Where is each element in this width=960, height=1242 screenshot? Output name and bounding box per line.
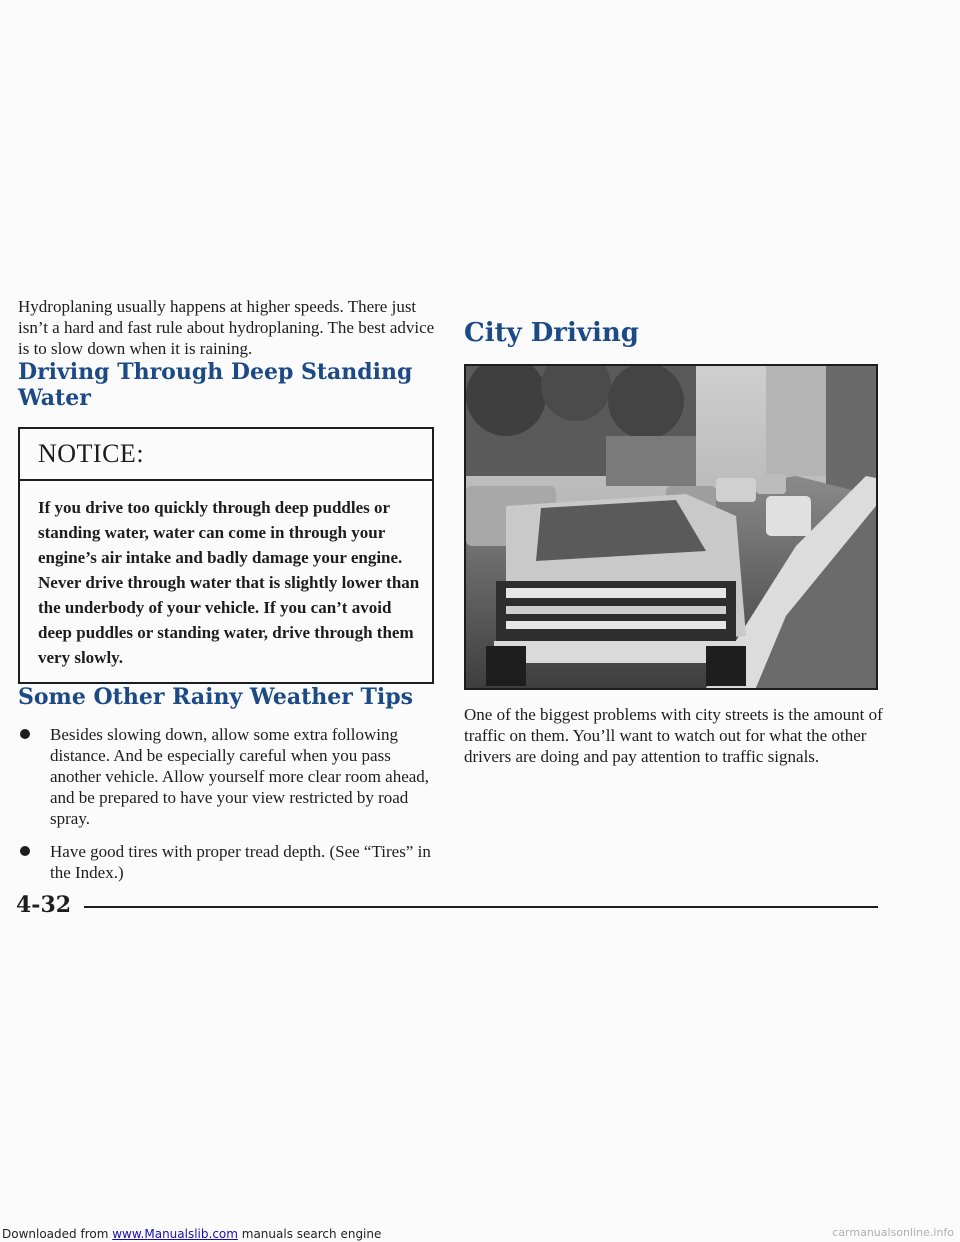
city-driving-paragraph: One of the biggest problems with city streets is the amount of traffic on them. You’ll want to watch out for what the other drivers are doing and pay attention to traffic signals. [464, 705, 883, 766]
tip-text: Besides slowing down, allow some extra following distance. And be especially careful when you pass another vehicle. Allow yourself more clear room ahead, and be prepared to have your view restricted by road spray. [50, 725, 430, 828]
manualslib-link[interactable]: www.Manualslib.com [112, 1227, 238, 1241]
deep-water-heading: Driving Through Deep Standing Water [18, 359, 413, 411]
list-item [18, 841, 438, 883]
right-column [464, 704, 884, 767]
footer-rule [84, 906, 878, 908]
hydroplaning-paragraph: Hydroplaning usually happens at higher speeds. There just isn’t a hard and fast rule about hydroplaning. The best advice is to slow down when it is raining. [18, 297, 435, 358]
bullet-icon [20, 846, 30, 856]
bullet-icon [20, 729, 30, 739]
download-prefix: Downloaded from [2, 1227, 113, 1241]
notice-text: If you drive too quickly through deep puddles or standing water, water can come in through your engine’s air intake and badly damage your engine. Never drive through water that is slightly lower than the underbody of your vehicle. If you can’t avoid deep puddles or standing water, drive through them very slowly. [38, 498, 420, 667]
rainy-tips-list [18, 724, 438, 883]
left-column [18, 296, 438, 895]
download-suffix: manuals search engine [237, 1227, 382, 1241]
page-number: 4-32 [16, 892, 72, 918]
notice-label: NOTICE: [20, 429, 432, 481]
site-watermark: carmanualsonline.info [832, 1226, 954, 1239]
city-traffic-photo [464, 364, 878, 690]
notice-box [18, 427, 434, 684]
page-footer [16, 892, 878, 922]
download-banner [0, 1226, 960, 1242]
rainy-tips-heading: Some Other Rainy Weather Tips [18, 684, 413, 710]
city-driving-heading: City Driving [464, 318, 639, 348]
tip-text: Have good tires with proper tread depth. (See “Tires” in the Index.) [50, 842, 431, 882]
list-item [18, 724, 438, 829]
